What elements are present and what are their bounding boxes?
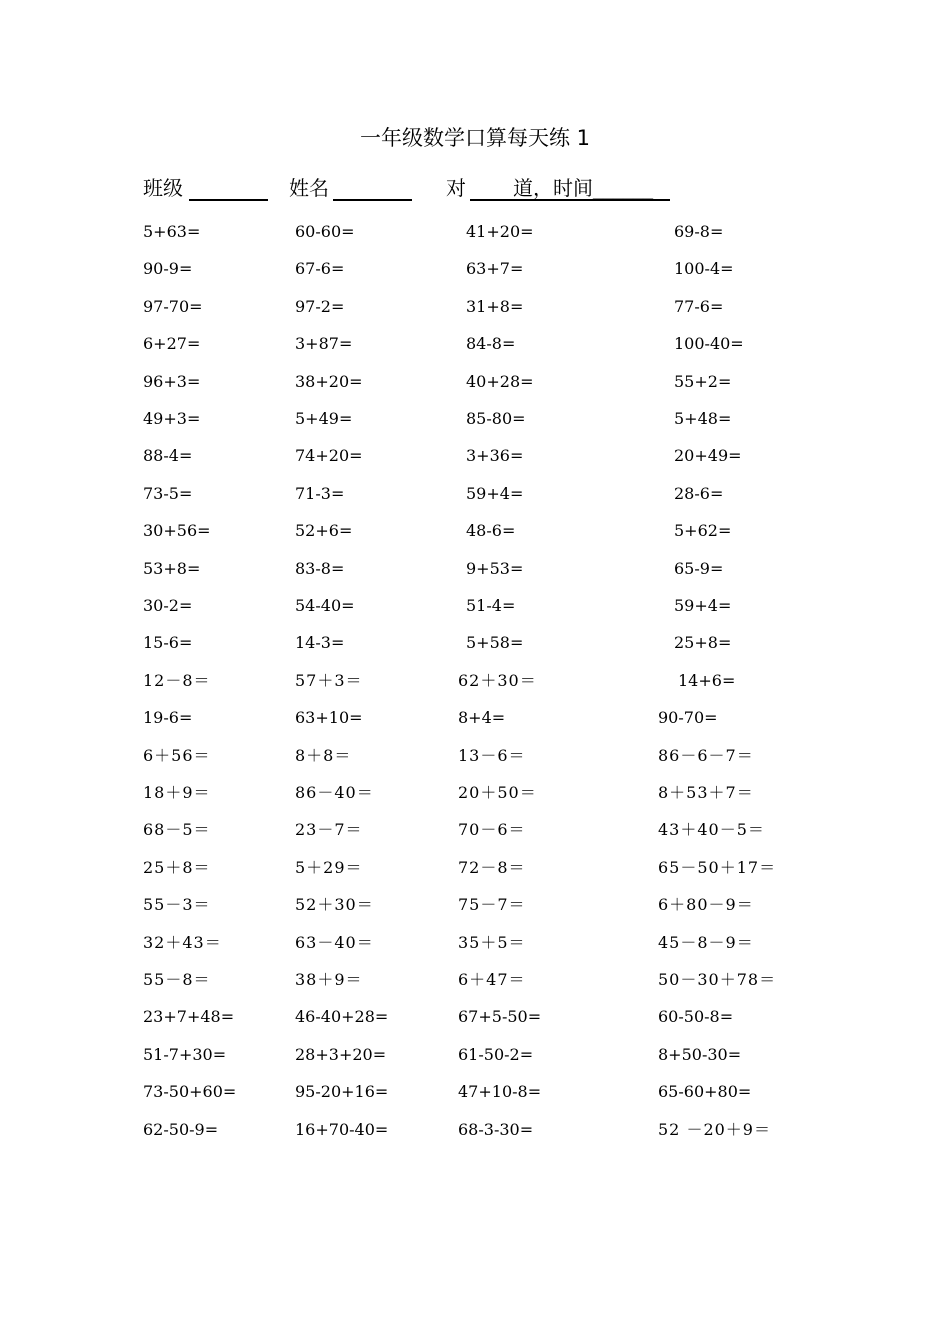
problem-cell: 55－8＝ [143, 970, 211, 989]
problem-cell: 90-9= [143, 259, 193, 279]
problem-cell: 74+20= [295, 446, 363, 466]
problem-cell: 3+36= [466, 446, 524, 466]
problem-cell: 5+48= [674, 409, 732, 428]
problem-cell: 67+5-50= [458, 1007, 542, 1027]
problem-cell: 3+87= [295, 334, 353, 354]
problem-cell: 8+50-30= [658, 1044, 742, 1064]
class-label: 班级 [143, 176, 183, 200]
problem-cell: 28+3+20= [295, 1044, 387, 1064]
problem-cell: 84-8= [466, 334, 516, 354]
problem-cell: 63－40＝ [295, 932, 374, 952]
problem-cell: 51-4= [466, 596, 516, 615]
problem-cell: 88-4= [143, 446, 193, 466]
problem-cell: 25+8= [674, 633, 732, 653]
problem-cell: 86－40＝ [295, 783, 374, 802]
problem-cell: 49+3= [143, 409, 201, 428]
problem-cell: 65－50＋17＝ [658, 857, 777, 877]
problem-cell: 97-2= [295, 296, 345, 316]
problem-cell: 77-6= [674, 296, 724, 316]
problem-cell: 65-60+80= [658, 1082, 752, 1102]
worksheet-title: 一年级数学口算每天练 1 [359, 126, 591, 150]
problem-cell: 52 －20＋9＝ [658, 1119, 771, 1139]
problem-cell: 5+62= [674, 521, 732, 541]
problem-cell: 32＋43＝ [143, 932, 222, 952]
problem-cell: 23+7+48= [143, 1007, 235, 1027]
problem-cell: 75－7＝ [458, 895, 526, 915]
problem-cell: 6＋47＝ [458, 970, 526, 989]
problem-cell: 20＋50＝ [458, 783, 537, 802]
problem-cell: 53+8= [143, 558, 201, 578]
problem-cell: 73-50+60= [143, 1082, 237, 1102]
problem-cell: 6＋56＝ [143, 745, 211, 765]
problem-cell: 48-6= [466, 521, 516, 541]
problem-cell: 5＋29＝ [295, 857, 363, 877]
problem-cell: 18＋9＝ [143, 783, 211, 802]
problem-cell: 43＋40－5＝ [658, 820, 765, 840]
problem-cell: 63+7= [466, 259, 524, 279]
problem-cell: 16+70-40= [295, 1119, 389, 1139]
problem-cell: 13－6＝ [458, 745, 526, 765]
problem-cell: 90-70= [658, 708, 718, 728]
problem-cell: 54-40= [295, 596, 355, 615]
problem-cell: 14+6= [678, 670, 736, 690]
problem-cell: 8+4= [458, 708, 506, 728]
problem-cell: 72－8＝ [458, 857, 526, 877]
problem-cell: 83-8= [295, 558, 345, 578]
problem-cell: 96+3= [143, 371, 201, 391]
problem-cell: 9+53= [466, 558, 524, 578]
problem-cell: 50－30＋78＝ [658, 970, 777, 989]
problem-cell: 23－7＝ [295, 820, 363, 840]
problem-cell: 69-8= [674, 222, 724, 241]
problem-cell: 59+4= [674, 596, 732, 615]
problem-cell: 19-6= [143, 708, 193, 728]
problem-cell: 14-3= [295, 633, 345, 653]
problem-cell: 55－3＝ [143, 895, 211, 915]
problem-cell: 8＋53＋7＝ [658, 783, 754, 802]
problem-cell: 73-5= [143, 483, 193, 503]
problem-cell: 68－5＝ [143, 820, 211, 840]
problem-cell: 40+28= [466, 371, 534, 391]
problem-cell: 70－6＝ [458, 820, 526, 840]
problem-cell: 25＋8＝ [143, 857, 211, 877]
problem-cell: 30-2= [143, 596, 193, 615]
problem-cell: 62-50-9= [143, 1119, 219, 1139]
problem-cell: 41+20= [466, 222, 534, 241]
problem-cell: 5+63= [143, 222, 201, 241]
problem-cell: 68-3-30= [458, 1119, 534, 1139]
problem-cell: 28-6= [674, 483, 724, 503]
problem-cell: 5+49= [295, 409, 353, 428]
problem-cell: 8＋8＝ [295, 745, 352, 765]
problem-cell: 60-50-8= [658, 1007, 734, 1027]
problem-cell: 95-20+16= [295, 1082, 389, 1102]
problem-cell: 59+4= [466, 483, 524, 503]
problem-cell: 30+56= [143, 521, 211, 541]
problem-cell: 97-70= [143, 296, 203, 316]
problem-cell: 6+27= [143, 334, 201, 354]
problem-cell: 52＋30＝ [295, 895, 374, 915]
problem-cell: 67-6= [295, 259, 345, 279]
problem-cell: 31+8= [466, 296, 524, 316]
problem-cell: 57＋3＝ [295, 670, 363, 690]
items-time-label: 道，时间______ [513, 176, 653, 200]
problem-cell: 51-7+30= [143, 1044, 227, 1064]
problem-cell: 15-6= [143, 633, 193, 653]
problem-cell: 61-50-2= [458, 1044, 534, 1064]
problem-cell: 45－8－9＝ [658, 932, 754, 952]
problem-cell: 6＋80－9＝ [658, 895, 754, 915]
problem-cell: 35＋5＝ [458, 932, 526, 952]
problem-cell: 63+10= [295, 708, 363, 728]
name-label: 姓名 [289, 176, 329, 200]
problem-cell: 12－8＝ [143, 670, 211, 690]
problem-cell: 46-40+28= [295, 1007, 389, 1027]
problem-cell: 47+10-8= [458, 1082, 542, 1102]
problem-cell: 100-4= [674, 259, 734, 279]
problem-cell: 52+6= [295, 521, 353, 541]
problem-cell: 86－6－7＝ [658, 745, 754, 765]
problem-cell: 100-40= [674, 334, 744, 354]
problem-cell: 38+20= [295, 371, 363, 391]
correct-label: 对 [446, 176, 466, 200]
problem-cell: 38＋9＝ [295, 970, 363, 989]
problem-cell: 20+49= [674, 446, 742, 466]
problem-cell: 5+58= [466, 633, 524, 653]
problem-cell: 55+2= [674, 371, 732, 391]
problem-cell: 62＋30＝ [458, 670, 537, 690]
problem-cell: 60-60= [295, 222, 355, 241]
problem-cell: 65-9= [674, 558, 724, 578]
problem-cell: 71-3= [295, 483, 345, 503]
problem-cell: 85-80= [466, 409, 526, 428]
